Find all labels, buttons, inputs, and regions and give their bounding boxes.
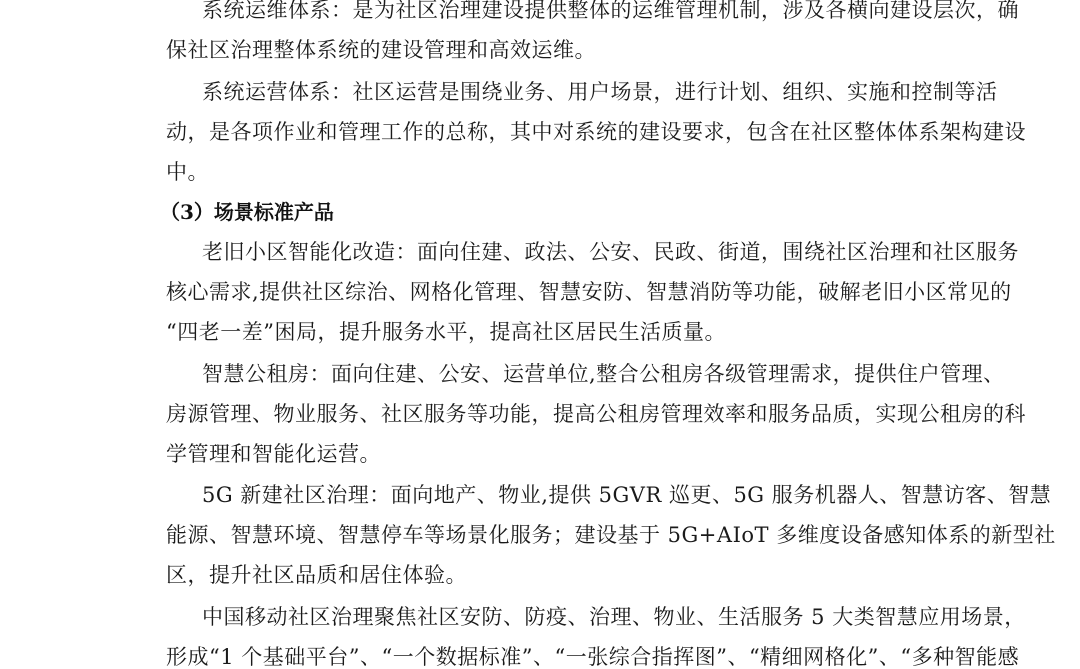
paragraph-old-community	[124, 232, 1019, 352]
paragraph-ops-system	[124, 0, 1019, 70]
paragraph-line: 5G 新建社区治理：面向地产、物业,提供 5GVR 巡更、5G 服务机器人、智慧访客、智慧	[202, 483, 1052, 507]
paragraph-line: “四老一差”困局，提升服务水平，提高社区居民生活质量。	[166, 320, 726, 344]
paragraph-line: 中。	[166, 160, 209, 184]
paragraph-line: 老旧小区智能化改造：面向住建、政法、公安、民政、街道，围绕社区治理和社区服务	[202, 240, 1019, 264]
paragraph-line: 房源管理、物业服务、社区服务等功能，提高公租房管理效率和服务品质，实现公租房的科	[166, 402, 1026, 426]
paragraph-line: 动，是各项作业和管理工作的总称，其中对系统的建设要求，包含在社区整体体系架构建设	[166, 120, 1026, 144]
paragraph-line: 保社区治理整体系统的建设管理和高效运维。	[166, 38, 596, 62]
paragraph-line: 智慧公租房：面向住建、公安、运营单位,整合公租房各级管理需求，提供住户管理、	[202, 362, 1005, 386]
paragraph-operation-system	[124, 72, 1026, 192]
section-heading: （3）场景标准产品	[160, 200, 334, 224]
paragraph-line: 能源、智慧环境、智慧停车等场景化服务；建设基于 5G+AIoT 多维度设备感知体系的新型社	[166, 523, 1056, 547]
paragraph-line: 区，提升社区品质和居住体验。	[166, 563, 467, 587]
paragraph-line: 系统运营体系：社区运营是围绕业务、用户场景，进行计划、组织、实施和控制等活	[202, 80, 998, 104]
paragraph-line: 学管理和智能化运营。	[166, 442, 381, 466]
paragraph-5g-community	[124, 475, 1056, 595]
paragraph-line: 中国移动社区治理聚焦社区安防、防疫、治理、物业、生活服务 5 大类智慧应用场景，	[202, 605, 1026, 629]
paragraph-cmcc-governance	[124, 597, 1026, 669]
paragraph-line: 系统运维体系：是为社区治理建设提供整体的运维管理机制，涉及各横向建设层次，确	[202, 0, 1019, 22]
paragraph-public-rental	[124, 354, 1026, 474]
paragraph-line: 核心需求,提供社区综治、网格化管理、智慧安防、智慧消防等功能，破解老旧小区常见的	[166, 280, 1012, 304]
paragraph-line: 形成“1 个基础平台”、“一个数据标准”、“一张综合指挥图”、“精细网格化”、“多种智能感	[166, 645, 1020, 669]
